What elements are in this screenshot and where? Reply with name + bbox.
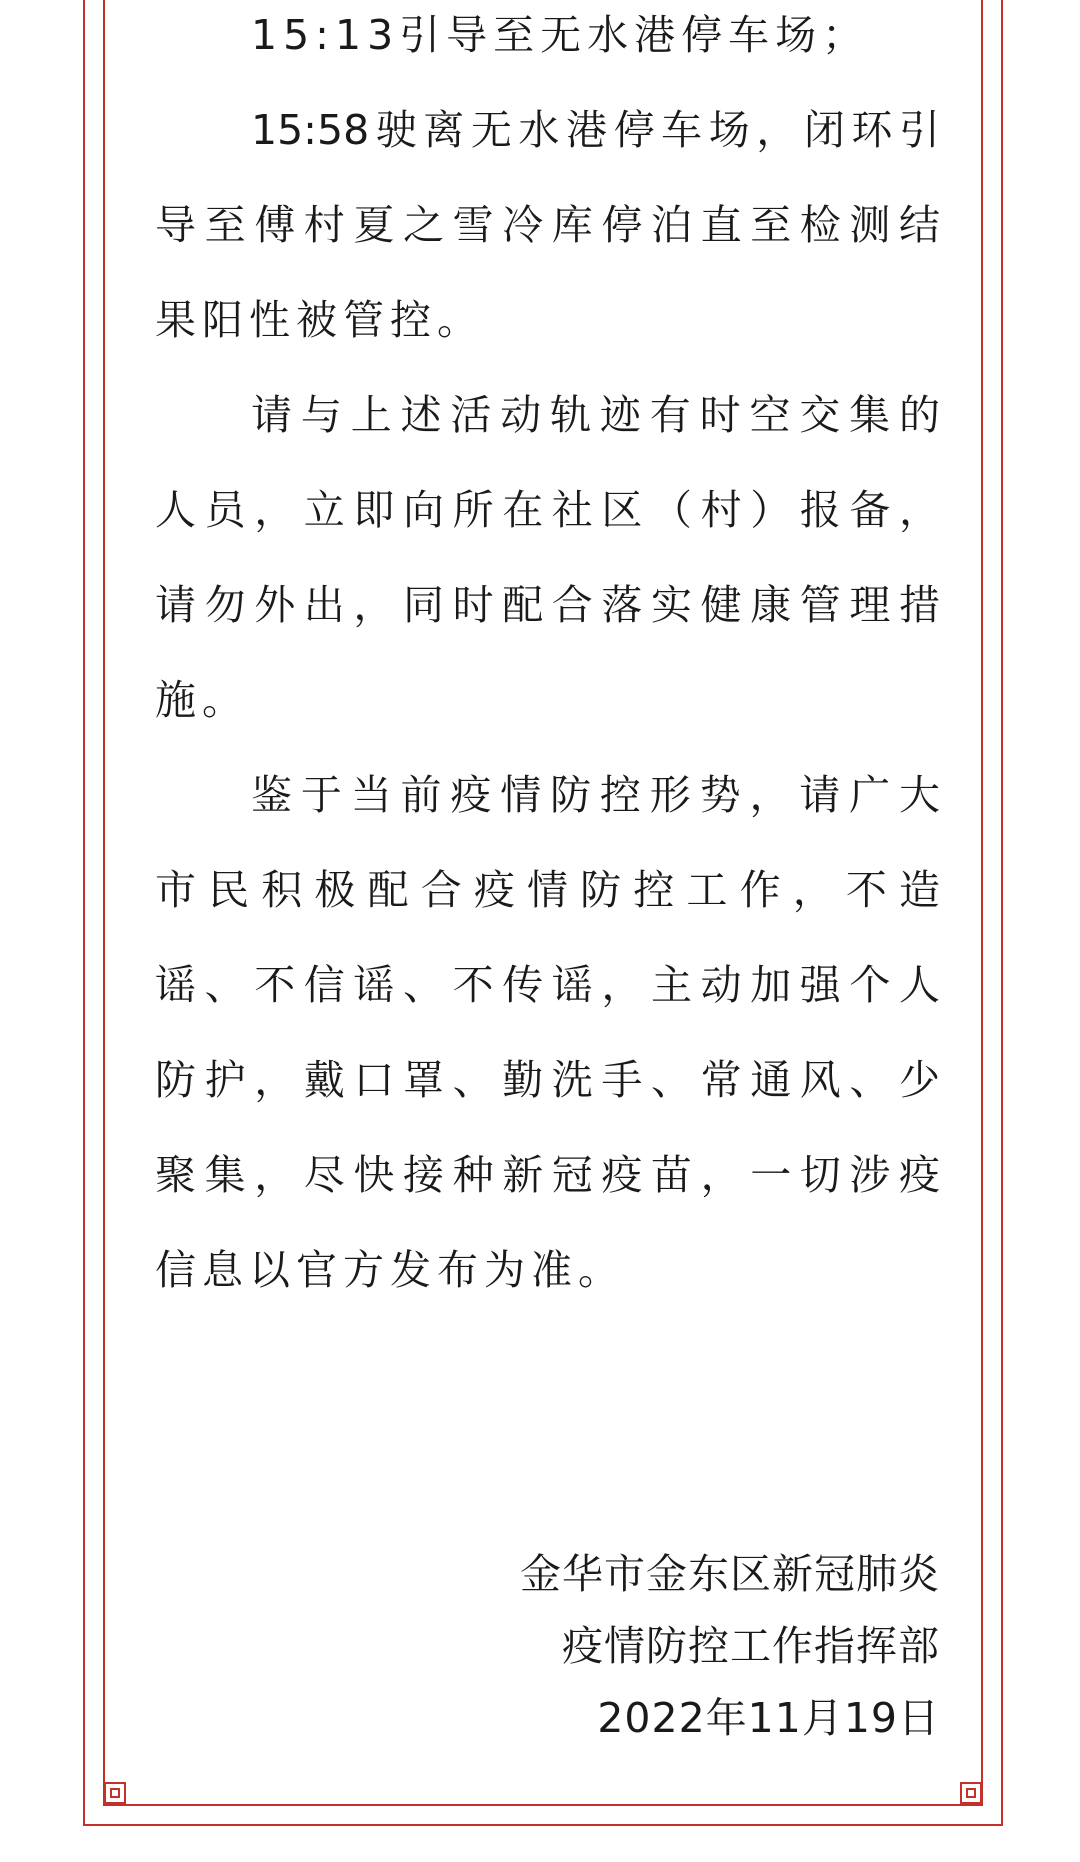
text-line: 请与上述活动轨迹有时空交集的 bbox=[251, 391, 940, 439]
corner-ornament-bottom-right bbox=[960, 1782, 982, 1804]
notice-body bbox=[155, 0, 940, 1318]
text-line: 请勿外出，同时配合落实健康管理措 bbox=[155, 581, 940, 629]
text-line: 信息以官方发布为准。 bbox=[155, 1246, 625, 1294]
text-line: 防护，戴口罩、勤洗手、常通风、少 bbox=[155, 1056, 940, 1104]
text-line: 鉴于当前疫情防控形势，请广大 bbox=[251, 771, 940, 819]
text-line: 导至傅村夏之雪冷库停泊直至检测结 bbox=[155, 201, 940, 249]
text-line: 谣、不信谣、不传谣，主动加强个人 bbox=[155, 961, 940, 1009]
signature-block bbox=[520, 1538, 940, 1754]
text-line: 果阳性被管控。 bbox=[155, 296, 484, 344]
issuing-organization-dept: 疫情防控工作指挥部 bbox=[562, 1622, 940, 1670]
text-line: 15:58驶离无水港停车场，闭环引 bbox=[251, 106, 940, 154]
text-line: 人员，立即向所在社区（村）报备， bbox=[155, 486, 940, 534]
text-line: 聚集，尽快接种新冠疫苗，一切涉疫 bbox=[155, 1151, 940, 1199]
text-line: 15:13引导至无水港停车场； bbox=[251, 11, 870, 59]
issuing-organization: 金华市金东区新冠肺炎 bbox=[520, 1550, 940, 1598]
issue-date: 2022年11月19日 bbox=[597, 1694, 940, 1742]
text-line: 施。 bbox=[155, 676, 249, 724]
text-line: 市民积极配合疫情防控工作，不造 bbox=[155, 866, 940, 914]
corner-ornament-bottom-left bbox=[104, 1782, 126, 1804]
